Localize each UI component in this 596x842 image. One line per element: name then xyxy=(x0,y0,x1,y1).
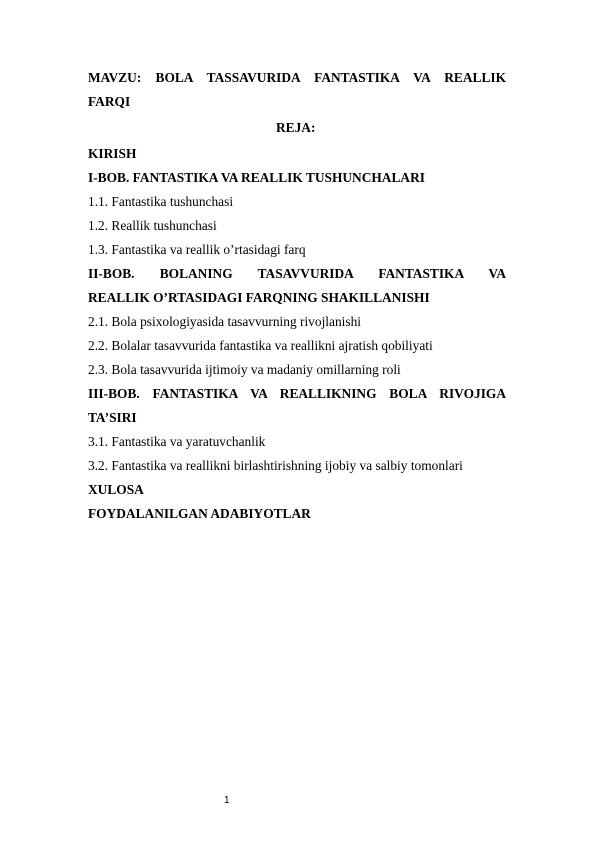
chapter-3-heading-line-1: III-BOB. FANTASTIKA VA REALLIKNING BOLA RIVOJIGA xyxy=(88,386,506,401)
toc-item: 2.2. Bolalar tasavvurida fantastika va reallikni ajratish qobiliyati xyxy=(88,338,433,353)
plan-heading: REJA: xyxy=(276,120,316,135)
toc-item: 2.1. Bola psixologiyasida tasavvurning rivojlanishi xyxy=(88,314,361,329)
chapter-1-heading: I-BOB. FANTASTIKA VA REALLIK TUSHUNCHALARI xyxy=(88,170,425,185)
toc-item: 2.3. Bola tasavvurida ijtimoiy va madaniy omillarning roli xyxy=(88,362,401,377)
toc-item: 3.1. Fantastika va yaratuvchanlik xyxy=(88,434,266,449)
toc-item: 1.1. Fantastika tushunchasi xyxy=(88,194,234,209)
page-number: 1 xyxy=(224,795,230,806)
chapter-2-heading-line-1: II-BOB. BOLANING TASAVVURIDA FANTASTIKA VA xyxy=(88,266,506,281)
title-line-1: MAVZU: BOLA TASSAVURIDA FANTASTIKA VA REALLIK xyxy=(88,70,506,85)
toc-item: 1.3. Fantastika va reallik o’rtasidagi farq xyxy=(88,242,306,257)
conclusion-heading: XULOSA xyxy=(88,482,144,497)
title-line-2: FARQI xyxy=(88,94,131,109)
chapter-2-heading-line-2: REALLIK O’RTASIDAGI FARQNING SHAKILLANISHI xyxy=(88,290,430,305)
toc-item: 3.2. Fantastika va reallikni birlashtirishning ijobiy va salbiy tomonlari xyxy=(88,458,463,473)
chapter-3-heading-line-2: TA’SIRI xyxy=(88,410,137,425)
intro-heading: KIRISH xyxy=(88,146,137,161)
toc-item: 1.2. Reallik tushunchasi xyxy=(88,218,217,233)
references-heading: FOYDALANILGAN ADABIYOTLAR xyxy=(88,506,311,521)
